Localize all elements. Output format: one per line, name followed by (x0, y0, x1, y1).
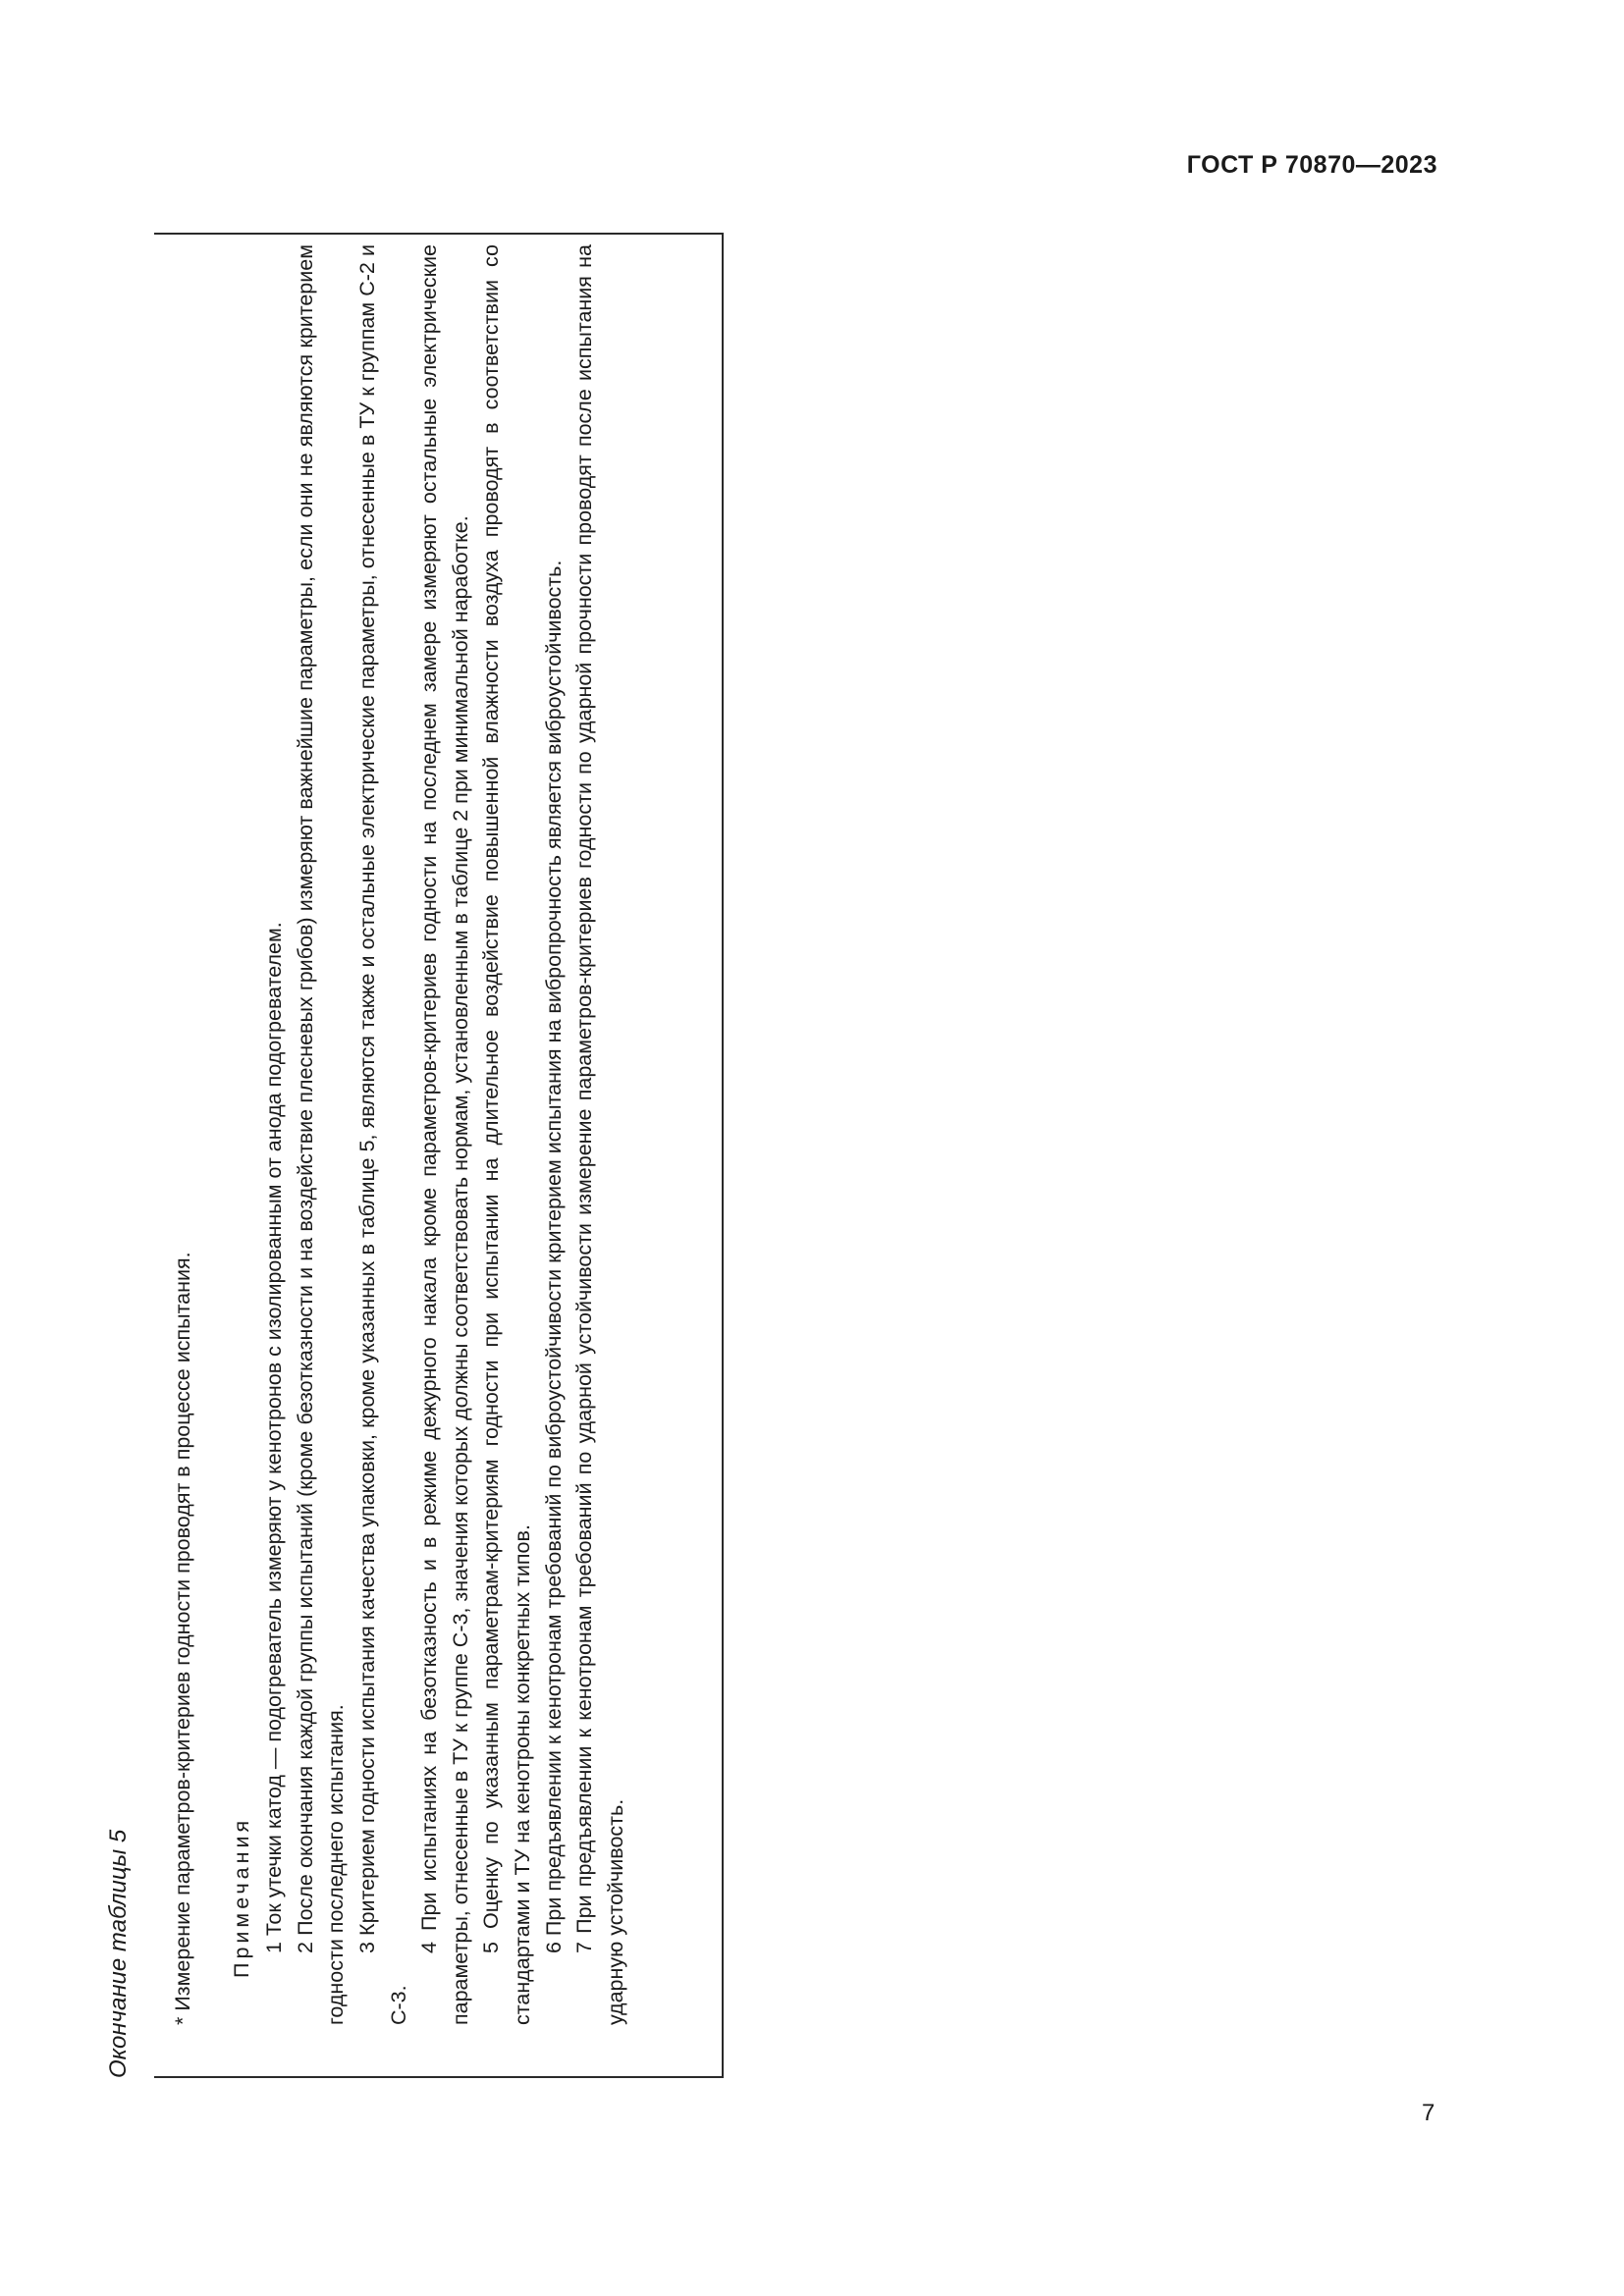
note-item-1: 1 Ток утечки катод — подогреватель измеряют у кенотронов с изолированным от анода подогревателем. (262, 922, 287, 1953)
note-item-6: 6 При предъявлении к кенотронам требований по виброустойчивости критерием испытания на вибропрочность является виброустойчивость. (541, 560, 566, 1953)
table-footnote: * Измерение параметров-критериев годности проводят в процессе испытания. (171, 1252, 194, 2025)
note-item-4: 4 При испытаниях на безотказность и в режиме дежурного накала кроме параметров-критериев годности на последнем замере измеряют остальные электрические параметры, отнесенные в ТУ к группе С-3, значения которых должны соответствовать нормам, установленным в таблице 2 при минимальной наработке. (417, 244, 472, 2025)
document-code: ГОСТ Р 70870—2023 (1186, 151, 1437, 179)
rotated-table-region (105, 213, 733, 2078)
notes-table (154, 233, 724, 2078)
notes-title: Примечания (229, 1816, 253, 1978)
table-caption: Окончание таблицы 5 (105, 1829, 132, 2078)
note-item-7: 7 При предъявлении к кенотронам требований по ударной устойчивости измерение параметров-критериев годности по ударной прочности проводят после испытания на ударную устойчивость. (572, 244, 627, 2025)
note-item-5: 5 Оценку по указанным параметрам-критериям годности при испытании на длительное воздействие повышенной влажности воздуха проводят в соответствии со стандартами и ТУ на кенотроны конкретных типов. (479, 244, 534, 2025)
page-number: 7 (1422, 2100, 1435, 2126)
note-item-2: 2 После окончания каждой группы испытаний (кроме безотказности и на воздействие плесневых грибов) измеряют важнейшие параметры, если они не являются критерием годности последнего испытания. (293, 244, 349, 2025)
note-item-3: 3 Критерием годности испытания качества упаковки, кроме указанных в таблице 5, являются также и остальные электрические параметры, отнесенные в ТУ к группам С-2 и С-3. (354, 244, 410, 2025)
